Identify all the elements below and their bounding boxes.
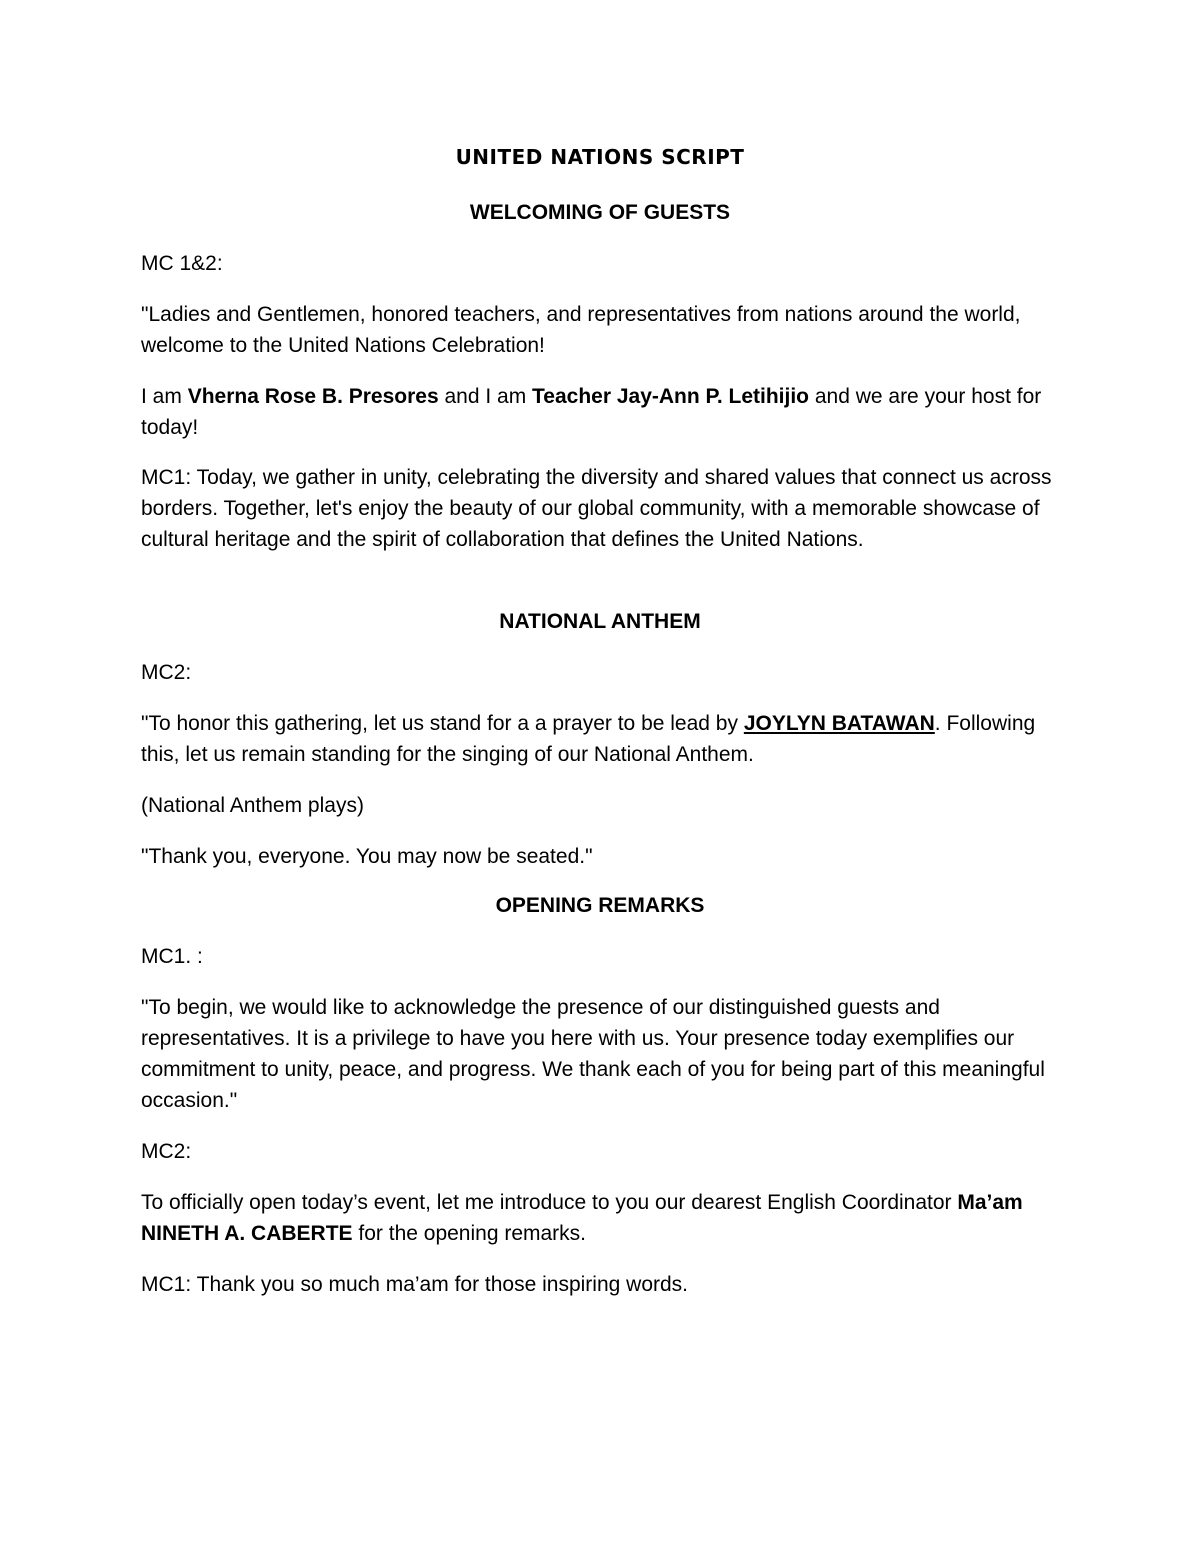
welcome-paragraph: "Ladies and Gentlemen, honored teachers, and representatives from nations around the world, welcome to the United Nations Celebration!: [141, 303, 1021, 357]
text-run: and I am: [438, 385, 533, 408]
thank-you-paragraph: MC1: Thank you so much ma’am for those inspiring words.: [141, 1273, 689, 1296]
seated-paragraph: "Thank you, everyone. You may now be seated.": [141, 845, 593, 868]
host-introduction-paragraph: [141, 381, 1071, 443]
unity-paragraph: MC1: Today, we gather in unity, celebrating the diversity and shared values that connect us across borders. Together, let's enjoy the beauty of our global community, with a memorable showcase of cultural heritage and the spirit of collaboration that defines the United Nations.: [141, 466, 1052, 551]
text-run: To officially open today’s event, let me introduce to you our dearest English Coordinator: [141, 1191, 958, 1214]
speaker-label: MC2:: [141, 1140, 192, 1163]
host-name-2: Teacher Jay-Ann P. Letihijio: [532, 385, 809, 408]
prayer-paragraph: [141, 708, 1071, 770]
prayer-leader-name-text: JOYLYN BATAWAN: [743, 712, 935, 735]
section-heading-anthem: NATIONAL ANTHEM: [499, 610, 701, 633]
text-run: I am: [141, 385, 188, 408]
section-heading-welcoming: WELCOMING OF GUESTS: [469, 201, 731, 224]
acknowledgement-paragraph: "To begin, we would like to acknowledge the presence of our distinguished guests and representatives. It is a privilege to have you here with us. Your presence today exemplifies our commitment to unity, peace, and progress. We thank each of you for being part of this meaningful occasion.": [141, 996, 1045, 1112]
text-run: . Following this, let us remain standing for the singing of our National Anthem.: [141, 712, 1036, 766]
text-run: for the opening remarks.: [352, 1222, 587, 1245]
anthem-note: (National Anthem plays): [141, 794, 364, 817]
coordinator-introduction-paragraph: [141, 1187, 1071, 1249]
section-heading-opening: OPENING REMARKS: [495, 894, 705, 917]
host-name-1: Vherna Rose B. Presores: [187, 385, 439, 408]
prayer-leader-name: [744, 712, 935, 735]
speaker-label: MC1. :: [141, 945, 203, 968]
speaker-label: MC 1&2:: [141, 252, 223, 275]
text-run: and we are your host for today!: [141, 385, 1042, 439]
document-title: UNITED NATIONS SCRIPT: [455, 145, 745, 169]
speaker-label: MC2:: [141, 661, 192, 684]
text-run: "To honor this gathering, let us stand for a a prayer to be lead by: [141, 712, 744, 735]
coordinator-name: Ma’am NINETH A. CABERTE: [141, 1191, 1023, 1245]
